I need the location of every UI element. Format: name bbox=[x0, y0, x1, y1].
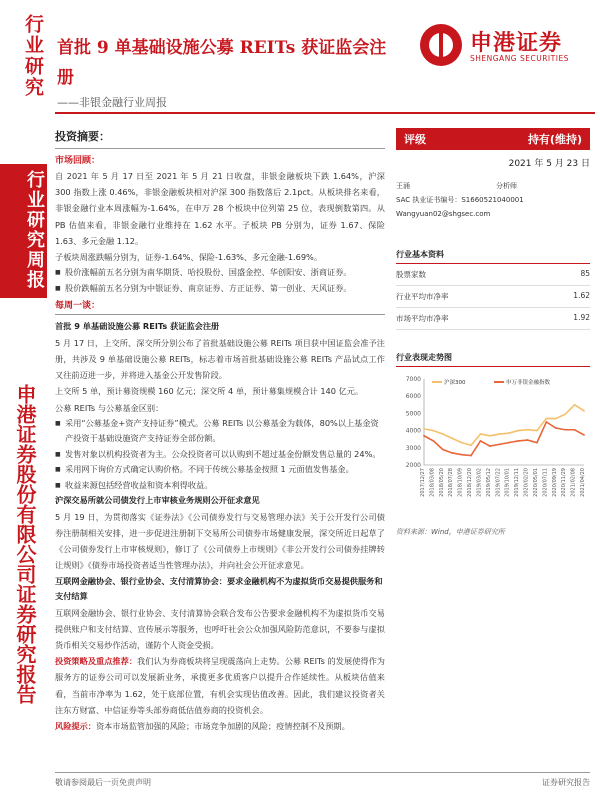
analyst-row bbox=[396, 179, 590, 193]
sidebar-middle-label: 行业研究周报 bbox=[24, 170, 45, 290]
data-point bbox=[433, 430, 435, 432]
y-tick-label: 7000 bbox=[405, 376, 421, 383]
strategy-paragraph bbox=[55, 653, 385, 718]
bullet-item: ■ 股价跌幅前五名分别为中银证券、南京证券、方正证券、第一创业、天风证券。 bbox=[55, 281, 385, 297]
data-point bbox=[574, 404, 576, 406]
data-point bbox=[433, 440, 435, 442]
sac-row bbox=[396, 193, 590, 207]
szse-paragraph: 5 月 19 日，为贯彻落实《证券法》《公司债券发行与交易管理办法》关于公开发行公司债券注册制相关安排，进一步促进注册制下交易所公司债券市场健康发展，深交所近日起草了《公司债券发行上市审核规则》，修订了《公司债券上市规则》《非公开发行公司债券挂牌转让规则》《债券市场投资者适当性管理办法》，并向社会公开征求意见。 bbox=[55, 511, 385, 571]
szse-topic-title: 沪深交易所就公司债发行上市审核业务规则公开征求意见 bbox=[55, 495, 260, 506]
association-paragraph: 互联网金融协会、银行业协会、支付清算协会联合发布公告要求金融机构不为虚拟货币交易提供账户和支付结算、宣传展示等服务，也呼吁社会公众加强风险防范意识，不要参与虚拟货币相关交易炒作活动，谨防个人资金受损。 bbox=[55, 607, 385, 650]
basics-row bbox=[396, 308, 590, 330]
series-line-1 bbox=[424, 422, 584, 456]
x-tick-label: 2018/03/08 bbox=[429, 468, 436, 497]
sub-sector-paragraph: 子板块周涨跌幅分别为，证券-1.64%、保险-1.63%、多元金融-1.69%。 bbox=[55, 252, 323, 263]
sac-number: S1660521040001 bbox=[461, 196, 524, 204]
sidebar bbox=[0, 0, 47, 800]
y-tick-label: 6000 bbox=[405, 393, 421, 401]
weekly-topic-title: 首批 9 单基础设施公募 REITs 获证监会注册 bbox=[55, 321, 220, 332]
weekly-paragraph: 公募 REITs 与公募基金区别： bbox=[55, 402, 164, 413]
y-tick-label: 4000 bbox=[405, 427, 421, 435]
risk-paragraph bbox=[55, 718, 385, 734]
legend-label: 沪深300 bbox=[444, 380, 466, 386]
x-tick-label: 2018/12/20 bbox=[467, 468, 474, 497]
x-tick-label: 2020/02/20 bbox=[523, 468, 530, 497]
data-point bbox=[564, 429, 566, 431]
x-tick-label: 2019/03/02 bbox=[476, 468, 483, 497]
series-line-0 bbox=[424, 405, 584, 445]
data-point bbox=[583, 410, 585, 412]
report-title: 首批 9 单基础设施公募 REITs 获证监会注册 bbox=[57, 38, 387, 88]
logo-text-cn: 申港证券 bbox=[470, 31, 563, 56]
footer-disclaimer: 敬请参阅最后一页免责声明 bbox=[55, 778, 151, 787]
rating-label: 评级 bbox=[404, 133, 426, 146]
data-point bbox=[517, 430, 519, 432]
bullet-item: ■ 采用网下询价方式确定认购价格。不同于传统公募基金按照 1 元面值发售基金。 bbox=[55, 462, 385, 478]
data-point bbox=[470, 455, 472, 457]
x-tick-label: 2021/02/08 bbox=[570, 468, 577, 497]
data-point bbox=[536, 430, 538, 432]
data-point bbox=[470, 444, 472, 446]
x-tick-label: 2019/05/12 bbox=[485, 468, 492, 497]
risk-label: 风险提示： bbox=[55, 720, 96, 731]
bullet-item: ■ 收益来源包括经营收益和资本利得收益。 bbox=[55, 478, 385, 494]
data-point bbox=[583, 434, 585, 436]
divider bbox=[55, 148, 385, 149]
x-tick-label: 2021/04/20 bbox=[580, 468, 586, 497]
basics-row bbox=[396, 286, 590, 308]
x-tick-label: 2019/12/11 bbox=[514, 468, 521, 497]
association-topic-title: 互联网金融协会、银行业协会、支付清算协会：要求金融机构不为虚拟货币交易提供服务和支付结算 bbox=[55, 575, 383, 602]
x-tick-label: 2018/05/20 bbox=[438, 468, 445, 497]
data-point bbox=[461, 442, 463, 444]
data-point bbox=[517, 440, 519, 442]
data-point bbox=[527, 429, 529, 431]
header-divider bbox=[55, 112, 595, 114]
trend-chart-svg bbox=[396, 373, 590, 523]
data-point bbox=[564, 413, 566, 415]
weekly-talk-label: 每周一谈： bbox=[55, 301, 101, 312]
data-point bbox=[423, 428, 425, 430]
analyst-name: 王涌 bbox=[396, 182, 410, 190]
data-point bbox=[498, 443, 500, 445]
footer-label: 证券研究报告 bbox=[542, 778, 590, 787]
trend-chart-title: 行业表现走势图 bbox=[396, 352, 590, 367]
data-point bbox=[555, 418, 557, 420]
x-tick-label: 2019/10/01 bbox=[504, 468, 511, 497]
main-content bbox=[55, 128, 385, 734]
strategy-text: 我们认为券商板块将呈现震荡向上走势。公募 REITs 的发展使得作为服务方的证券公司可以发展新业务，承揽更多优质客户以提升合作延续性。从板块估值来看，当前市净率为 1.62，处于底部位置，有机会实现估值改善。因此，我们建议投资者关注东方财富、中信证券等头部券商低估值券商的投资机会。 bbox=[55, 656, 385, 715]
basics-key: 股票家数 bbox=[396, 270, 426, 279]
data-point bbox=[480, 433, 482, 435]
analyst-email[interactable]: Wangyuan02@shgsec.com bbox=[396, 210, 491, 218]
report-date: 2021 年 5 月 23 日 bbox=[508, 159, 590, 169]
bullet-item: ■ 发售对象以机构投资者为主。公众投资者可以认购到不超过基金份额发售总量的 24%。 bbox=[55, 447, 385, 463]
basics-row bbox=[396, 264, 590, 286]
logo-mark-icon bbox=[420, 24, 462, 66]
summary-title: 投资摘要： bbox=[55, 130, 110, 143]
market-review-label: 市场回顾： bbox=[55, 156, 101, 166]
data-point bbox=[423, 435, 425, 437]
data-point bbox=[574, 429, 576, 431]
y-tick-label: 5000 bbox=[405, 410, 421, 418]
data-point bbox=[461, 454, 463, 456]
rating-box bbox=[396, 128, 590, 150]
sidebar-bottom-label: 申港证券股份有限公司证券研究报告 bbox=[13, 384, 37, 704]
basics-value: 1.62 bbox=[573, 291, 590, 300]
industry-basics-title: 行业基本资料 bbox=[396, 249, 590, 264]
divider bbox=[55, 314, 385, 315]
report-subtitle: ——非银金融行业周报 bbox=[57, 96, 167, 109]
data-point bbox=[508, 432, 510, 434]
data-point bbox=[489, 435, 491, 437]
data-point bbox=[451, 437, 453, 439]
market-review-paragraph: 自 2021 年 5 月 17 日至 2021 年 5 月 21 日收盘，非银金融板块下跌 1.64%，沪深 300 指数上涨 0.46%，非银金融板块相对沪深 300 指数落后 2.1pct。从板块排名来看，非银金融行业本周涨幅为-1.64%，在申万 28 个板块中位列第 25 位，表现倒数第四。从 PB 估值来看，非银金融行业维持在 1.62 水平。子板块 PB 分别为，证券 1.67、保险 1.63、多元金融 1.12。 bbox=[55, 171, 385, 246]
x-tick-label: 2020/09/19 bbox=[551, 468, 558, 497]
x-tick-label: 2020/07/11 bbox=[542, 468, 549, 497]
sidebar-top-label: 行业研究 bbox=[22, 14, 44, 98]
y-tick-label: 2000 bbox=[405, 462, 421, 469]
x-tick-label: 2018/07/28 bbox=[448, 468, 455, 497]
risk-text: 资本市场监管加强的风险；市场竞争加剧的风险；疫情控制不及预期。 bbox=[95, 720, 350, 731]
data-point bbox=[536, 442, 538, 444]
basics-key: 市场平均市净率 bbox=[396, 314, 449, 323]
analyst-role: 分析师 bbox=[496, 182, 517, 190]
y-tick-label: 3000 bbox=[405, 444, 421, 452]
chart-source: 资料来源：Wind，申港证券研究所 bbox=[396, 528, 505, 536]
company-logo bbox=[420, 24, 590, 78]
data-point bbox=[480, 440, 482, 442]
footer bbox=[55, 772, 590, 788]
x-tick-label: 2019/07/22 bbox=[495, 468, 502, 497]
rating-value: 持有(维持) bbox=[527, 133, 582, 146]
bullet-item: ■ 股价涨幅前五名分别为南华期货、哈投股份、国盛金控、华创阳安、浙商证券。 bbox=[55, 265, 385, 281]
data-point bbox=[442, 433, 444, 435]
data-point bbox=[442, 449, 444, 451]
basics-value: 1.92 bbox=[573, 313, 590, 322]
logo-text-en: SHENGANG SECURITIES bbox=[470, 54, 569, 63]
data-point bbox=[545, 421, 547, 423]
data-point bbox=[508, 442, 510, 444]
strategy-label: 投资策略及重点推荐： bbox=[55, 656, 138, 667]
basics-key: 行业平均市净率 bbox=[396, 292, 449, 301]
sac-label: SAC 执业证书编号： bbox=[396, 196, 462, 204]
x-tick-label: 2020/05/01 bbox=[532, 468, 539, 497]
data-point bbox=[527, 439, 529, 441]
data-point bbox=[545, 418, 547, 420]
right-column bbox=[396, 128, 590, 537]
basics-value: 85 bbox=[580, 269, 590, 278]
data-point bbox=[498, 433, 500, 435]
weekly-paragraph: 上交所 5 单，预计募资规模 160 亿元；深交所 4 单，预计募集规模合计 140 亿元。 bbox=[55, 386, 364, 397]
x-tick-label: 2020/11/29 bbox=[561, 468, 568, 497]
x-tick-label: 2018/10/09 bbox=[457, 468, 464, 497]
data-point bbox=[451, 452, 453, 454]
trend-chart bbox=[396, 373, 590, 523]
data-point bbox=[555, 427, 557, 429]
weekly-paragraph: 5 月 17 日，上交所、深交所分别公布了首批基础设施公募 REITs 项目获中国证监会准予注册，共涉及 9 单基础设施公募 REITs，标志着市场首批基础设施公募 REITs 产品试点工作又往前迈进一步，并将进入基金公开发售阶段。 bbox=[55, 337, 385, 381]
data-point bbox=[489, 445, 491, 447]
bullet-item: ■ 采用“公募基金+资产支持证券”模式。公募 REITs 以公募基金为载体，80%以上基金资产投资于基础设施资产支持证券全部份额。 bbox=[55, 416, 385, 447]
legend-label: 申万非银金融指数 bbox=[506, 380, 551, 386]
x-tick-label: 2017/12/27 bbox=[420, 468, 426, 497]
